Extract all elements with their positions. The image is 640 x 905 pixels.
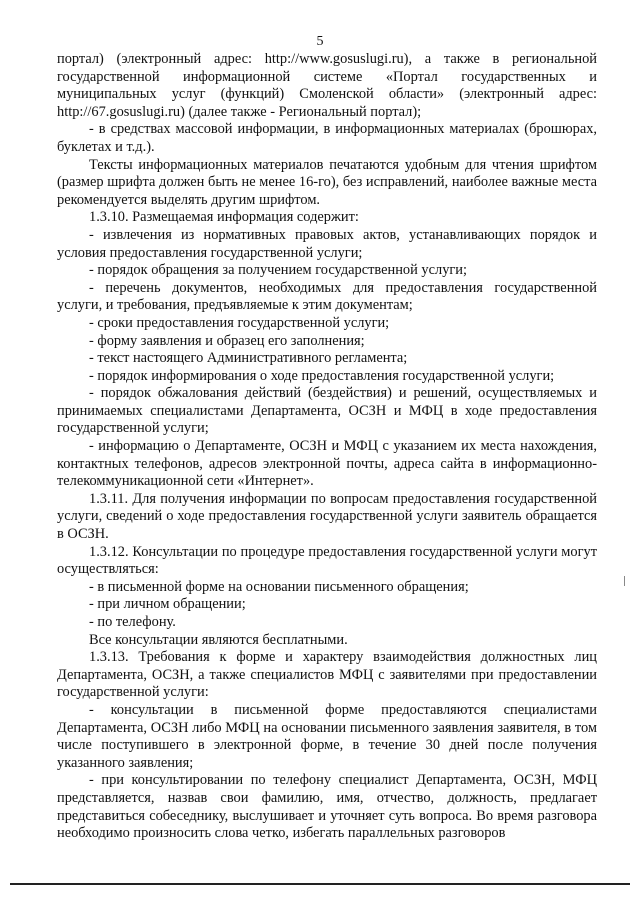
paragraph: Все консультации являются бесплатными.	[89, 631, 348, 648]
paragraph: - текст настоящего Административного регламента;	[89, 350, 408, 367]
paragraph: 1.3.12. Консультации по процедуре предоставления государственной услуги могут осуществляться:	[57, 543, 597, 578]
paragraph: 1.3.10. Размещаемая информация содержит:	[89, 209, 359, 226]
paragraph: - в средствах массовой информации, в информационных материалах (брошюрах, буклетах и т.д.).	[57, 121, 597, 155]
paragraph: - в письменной форме на основании письменного обращения;	[89, 578, 469, 595]
paragraph: - порядок информирования о ходе предоставления государственной услуги;	[89, 367, 555, 384]
paragraph: - порядок обращения за получением государственной услуги;	[89, 262, 467, 279]
paragraph: 1.3.11. Для получения информации по вопросам предоставления государственной услуги, сведений о ходе предоставления государственной услуги заявитель обращается в ОСЗН.	[57, 490, 597, 543]
paragraph: портал) (электронный адрес: http://www.gosuslugi.ru), а также в региональной государственной информационной системе «Портал государственных и муниципальных услуг (функций) Смоленской области» (электронный адрес: http://67.gosuslugi.ru) (далее также - Региональный портал);	[57, 51, 597, 120]
paragraph: - сроки предоставления государственной услуги;	[89, 314, 390, 331]
paragraph: - извлечения из нормативных правовых актов, устанавливающих порядок и условия предоставления государственной услуги;	[57, 226, 597, 261]
paragraph: Тексты информационных материалов печатаются удобным для чтения шрифтом (размер шрифта должен быть не менее 16-го), без исправлений, наиболее важные места рекомендуется выделять другим шрифтом.	[57, 156, 597, 208]
margin-mark	[624, 576, 625, 586]
paragraph: - порядок обжалования действий (бездействия) и решений, осуществляемых и принимаемых специалистами Департамента, ОСЗН и МФЦ в ходе предоставления государственной услуги;	[57, 385, 597, 437]
page-number: 5	[316, 34, 324, 49]
paragraph: - информацию о Департаменте, ОСЗН и МФЦ с указанием их места нахождения, контактных телефонов, адресов электронной почты, адреса сайта в информационно-телекоммуникационной сети «Интернет».	[57, 438, 597, 490]
paragraph: - при консультировании по телефону специалист Департамента, ОСЗН, МФЦ представляется, назвав свои фамилию, имя, отчество, должность, предлагает представиться собеседнику, выслушивает и уточняет суть вопроса. Во время разговора необходимо произносить слова четко, избегать параллельных разговоров	[57, 772, 597, 842]
paragraph: - форму заявления и образец его заполнения;	[89, 332, 365, 349]
paragraph: - при личном обращении;	[89, 596, 246, 613]
paragraph: - по телефону.	[89, 614, 176, 630]
footer-rule	[10, 883, 630, 885]
paragraph: 1.3.13. Требования к форме и характеру взаимодействия должностных лиц Департамента, ОСЗН, а также специалистов МФЦ с заявителями при предоставлении государственной услуги:	[57, 649, 597, 701]
paragraph: - консультации в письменной форме предоставляются специалистами Департамента, ОСЗН либо МФЦ на основании письменного заявления заявителя, в том числе поступившего в электронной форме, в течение 30 дней после получения указанного заявления;	[57, 701, 597, 771]
paragraph: - перечень документов, необходимых для предоставления государственной услуги, и требования, предъявляемые к этим документам;	[57, 279, 597, 314]
document-body	[57, 51, 597, 843]
